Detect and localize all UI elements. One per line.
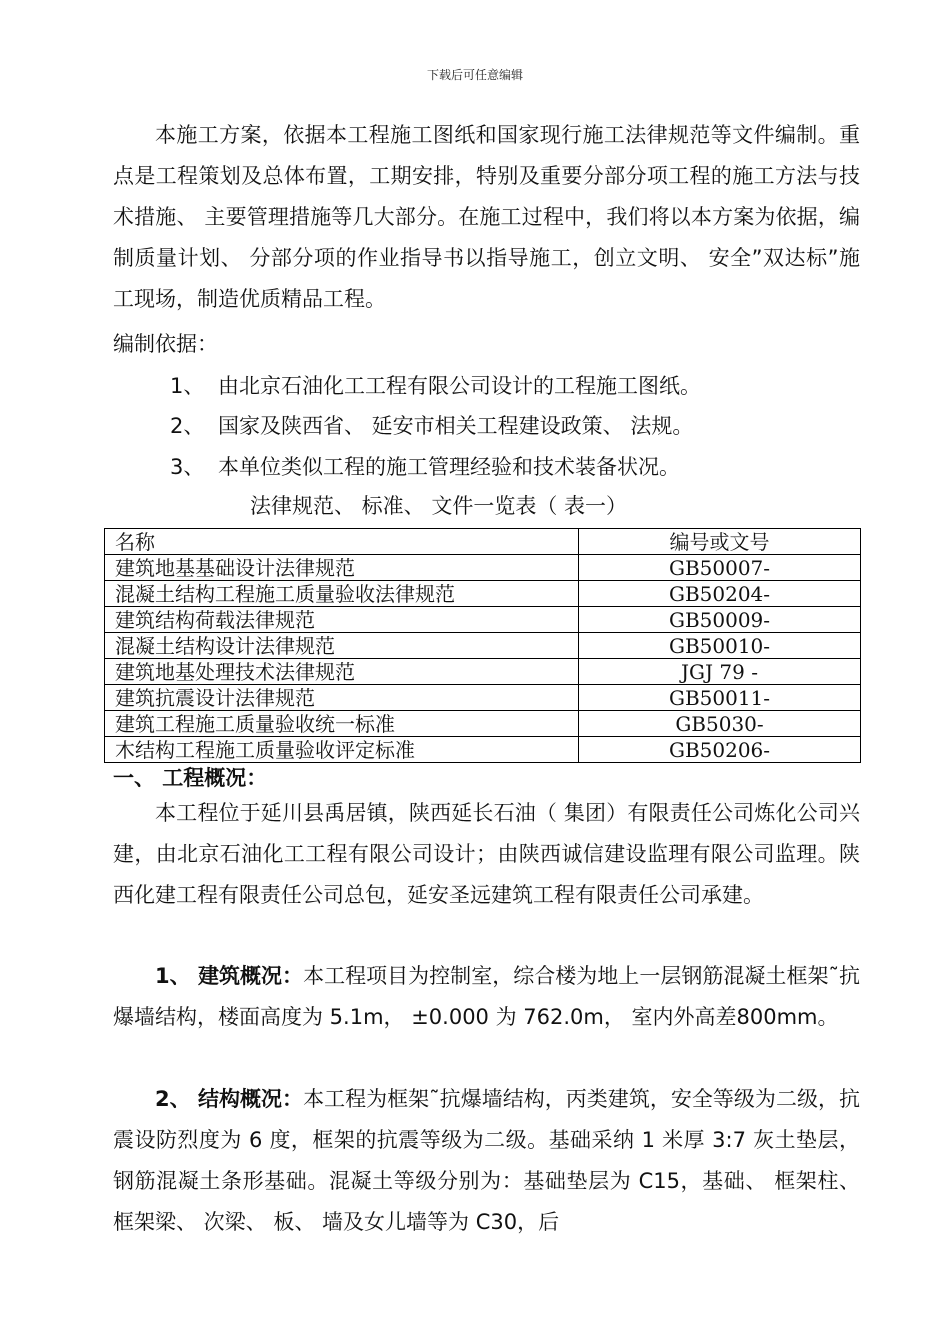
table-row [105, 633, 861, 659]
law-code-cell: GB50009- [579, 607, 861, 633]
table-row [105, 659, 861, 685]
table-row [105, 555, 861, 581]
basis-item-number: 2、 [170, 414, 205, 438]
law-name-cell: 混凝土结构工程施工质量验收法律规范 [105, 581, 579, 607]
law-code-cell: JGJ 79 - [579, 659, 861, 685]
table-caption: 法律规范、 标准、 文件一览表（ 表一） [250, 494, 628, 518]
law-code-cell: GB50007- [579, 555, 861, 581]
law-code-cell: GB50010- [579, 633, 861, 659]
structure-text: 本工程为框架˜抗爆墙结构，丙类建筑，安全等级为二级，抗震设防烈度为 6 度，框架的抗震等级为二级。基础采纳 1 米厚 3:7 灰土垫层，钢筋混凝土条形基础。混凝土等级分别为：基础垫层为 C15，基础、 框架柱、 框架梁、 次梁、 板、 墙及女儿墙等为 C30，后 [113, 1087, 860, 1234]
architecture-label: 1、 建筑概况： [155, 964, 304, 988]
law-code-cell: GB50206- [579, 737, 861, 763]
table-row [105, 581, 861, 607]
law-name-cell: 建筑抗震设计法律规范 [105, 685, 579, 711]
structure-label: 2、 结构概况： [155, 1087, 304, 1111]
laws-table [104, 528, 861, 763]
column-header-code: 编号或文号 [579, 529, 861, 555]
law-name-cell: 建筑地基基础设计法律规范 [105, 555, 579, 581]
intro-paragraph: 本施工方案，依据本工程施工图纸和国家现行施工法律规范等文件编制。重点是工程策划及总体布置，工期安排，特别及重要分部分项工程的施工方法与技术措施、 主要管理措施等几大部分。在施工过程中，我们将以本方案为依据，编制质量计划、 分部分项的作业指导书以指导施工，创立文明、 安全”双达标”施工现场，制造优质精品工程。 [113, 123, 860, 311]
law-code-cell: GB50204- [579, 581, 861, 607]
table-row [105, 607, 861, 633]
table-row [105, 685, 861, 711]
law-name-cell: 建筑结构荷载法律规范 [105, 607, 579, 633]
basis-item-2 [170, 410, 694, 440]
overview-paragraph: 本工程位于延川县禹居镇，陕西延长石油（ 集团）有限责任公司炼化公司兴建，由北京石油化工工程有限公司设计；由陕西诚信建设监理有限公司监理。陕西化建工程有限责任公司总包，延安圣远建筑工程有限责任公司承建。 [113, 801, 860, 907]
law-name-cell: 混凝土结构设计法律规范 [105, 633, 579, 659]
basis-item-text: 本单位类似工程的施工管理经验和技术装备状况。 [218, 455, 680, 479]
overview-heading: 一、 工程概况： [113, 766, 268, 790]
basis-item-number: 3、 [170, 455, 205, 479]
table-header-row [105, 529, 861, 555]
column-header-name: 名称 [105, 529, 579, 555]
basis-item-3 [170, 451, 680, 481]
law-name-cell: 建筑地基处理技术法律规范 [105, 659, 579, 685]
basis-heading: 编制依据： [113, 332, 218, 356]
law-code-cell: GB50011- [579, 685, 861, 711]
law-name-cell: 建筑工程施工质量验收统一标准 [105, 711, 579, 737]
law-code-cell: GB5030- [579, 711, 861, 737]
structure-overview [113, 1079, 860, 1243]
page-header-note: 下载后可任意编辑 [426, 68, 523, 82]
basis-item-text: 国家及陕西省、 延安市相关工程建设政策、 法规。 [218, 414, 694, 438]
architecture-overview [113, 956, 860, 1038]
basis-item-text: 由北京石油化工工程有限公司设计的工程施工图纸。 [218, 374, 701, 398]
table-row [105, 711, 861, 737]
law-name-cell: 木结构工程施工质量验收评定标准 [105, 737, 579, 763]
table-row [105, 737, 861, 763]
architecture-text: 本工程项目为控制室，综合楼为地上一层钢筋混凝土框架˜抗爆墙结构，楼面高度为 5.1m， ±0.000 为 762.0m， 室内外高差800mm。 [113, 964, 860, 1029]
basis-item-1 [170, 370, 701, 400]
basis-item-number: 1、 [170, 374, 205, 398]
